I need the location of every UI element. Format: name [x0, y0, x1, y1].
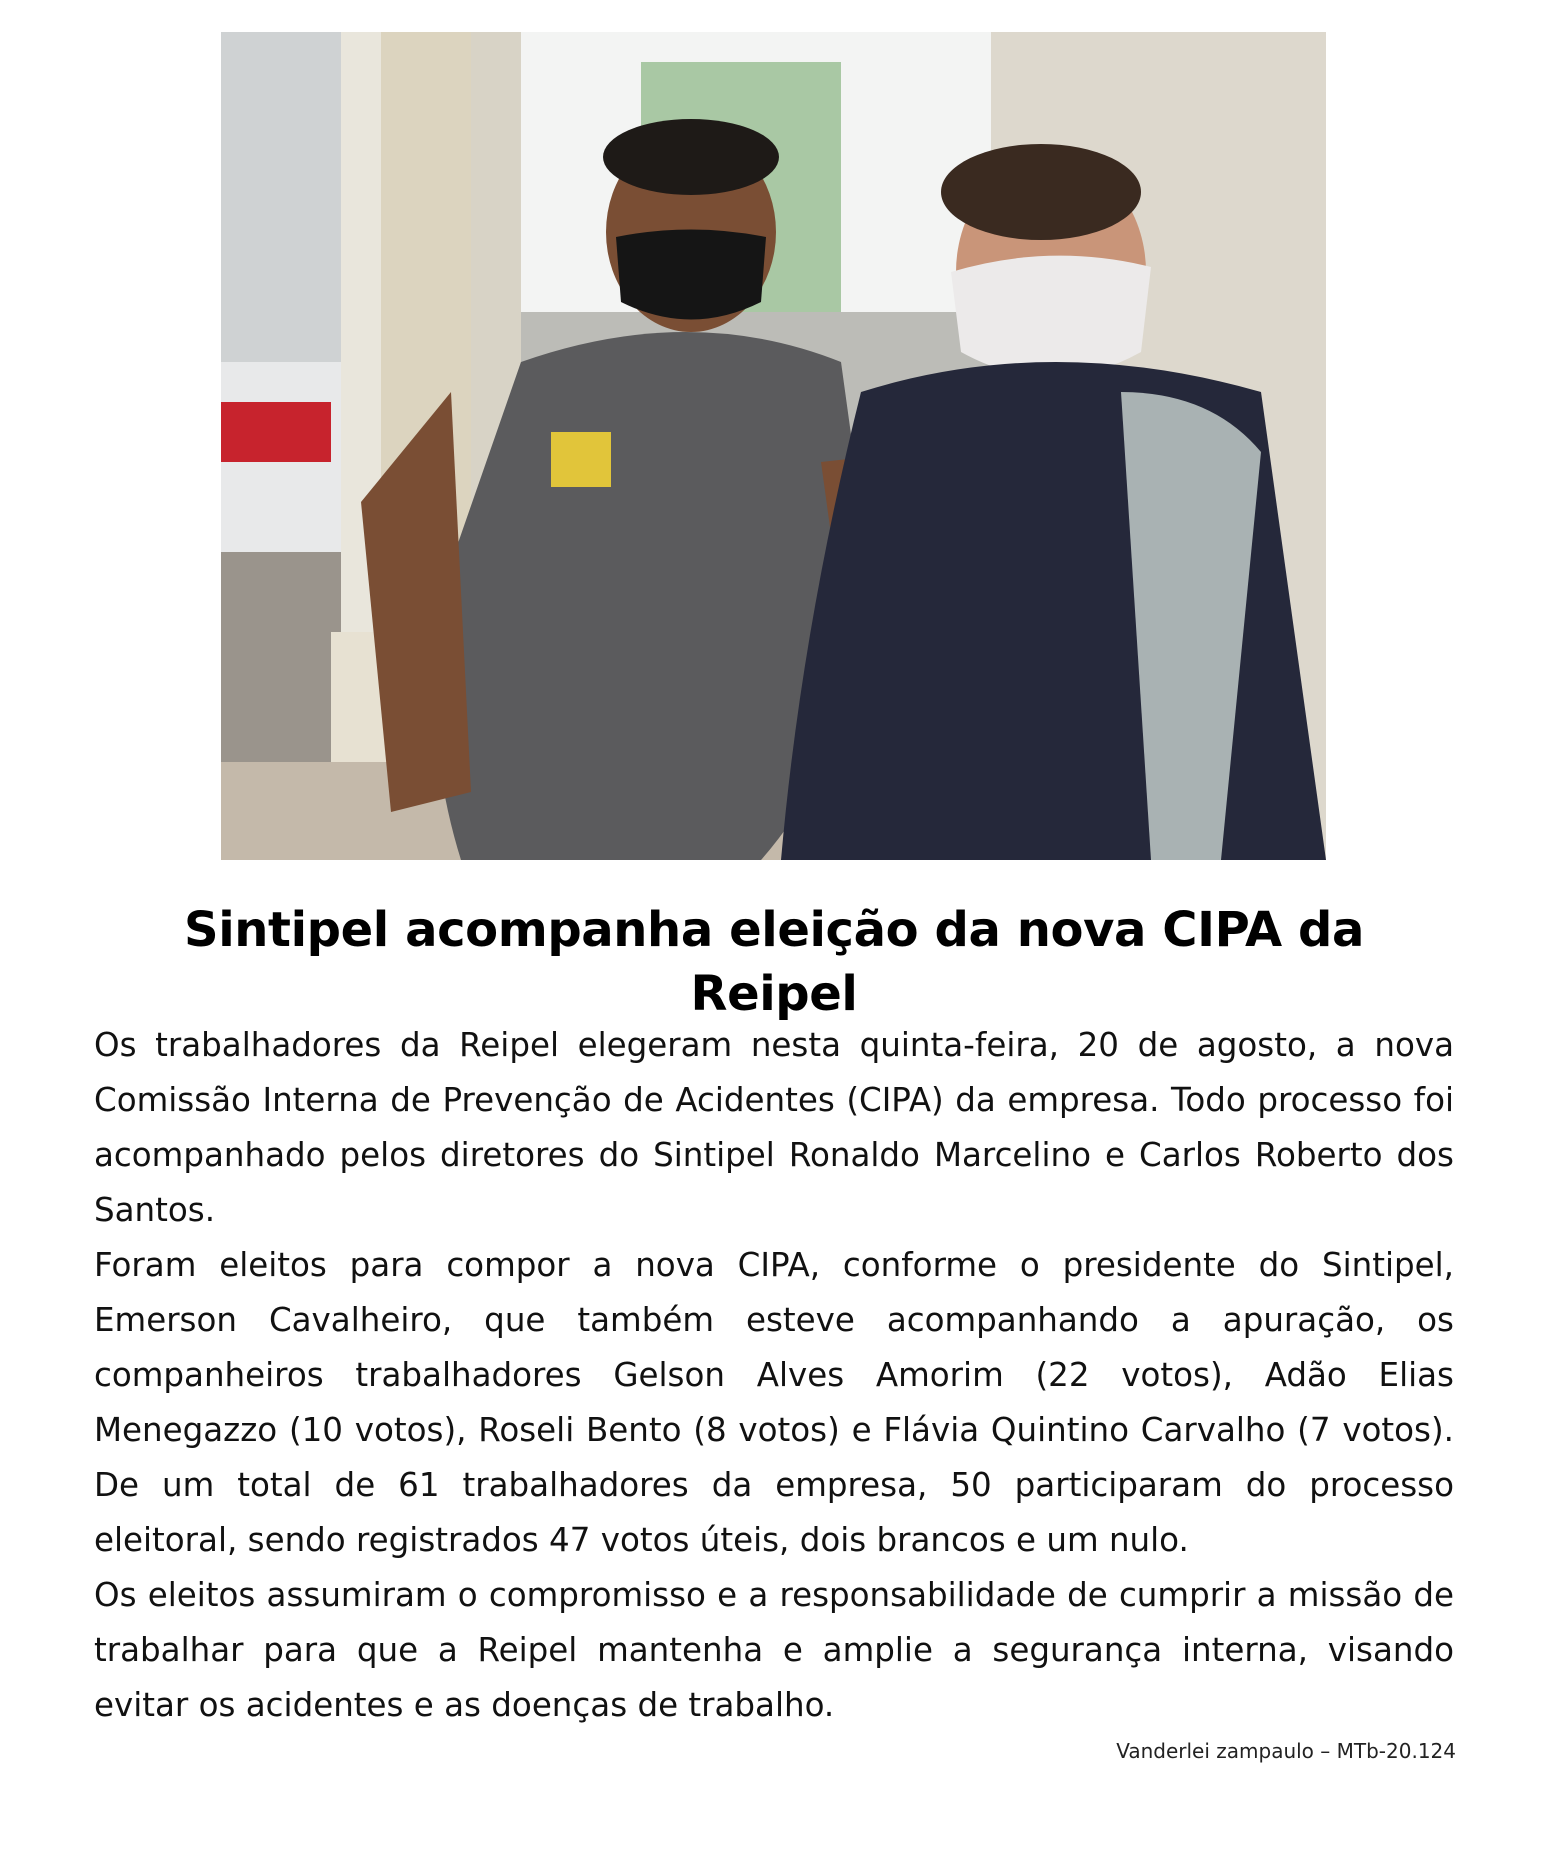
article-paragraph-3: Os eleitos assumiram o compromisso e a responsabilidade de cumprir a missão de trabalhar para que a Reipel mantenha e amplie a segurança interna, visando evitar os acidentes e as doenças de trabalho. [94, 1576, 1454, 1724]
article-byline: Vanderlei zampaulo – MTb-20.124 [1116, 1739, 1456, 1763]
photo-illustration [221, 32, 1326, 860]
article-photo [221, 32, 1326, 860]
article-paragraph-1: Os trabalhadores da Reipel elegeram nesta quinta-feira, 20 de agosto, a nova Comissão Interna de Prevenção de Acidentes (CIPA) da empresa. Todo processo foi acompanhado pelos diretores do Sintipel Ronaldo Marcelino e Carlos Roberto dos Santos. [94, 1026, 1454, 1229]
article-body [94, 1018, 1454, 1733]
article-headline: Sintipel acompanha eleição da nova CIPA da Reipel [184, 902, 1364, 1022]
article-paragraph-2: Foram eleitos para compor a nova CIPA, conforme o presidente do Sintipel, Emerson Cavalheiro, que também esteve acompanhando a apuração, os companheiros trabalhadores Gelson Alves Amorim (22 votos), Adão Elias Menegazzo (10 votos), Roseli Bento (8 votos) e Flávia Quintino Carvalho (7 votos). De um total de 61 trabalhadores da empresa, 50 participaram do processo eleitoral, sendo registrados 47 votos úteis, dois brancos e um nulo. [94, 1246, 1454, 1559]
